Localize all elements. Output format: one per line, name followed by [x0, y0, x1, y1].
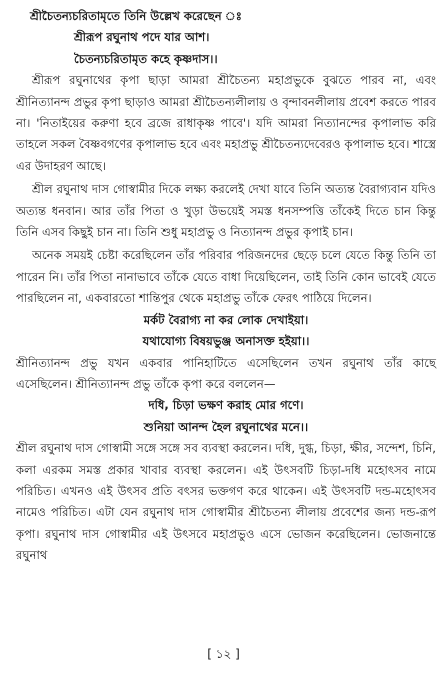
paragraph-4: শ্রীনিত্যানন্দ প্রভু যখন একবার পানিহাটিতে এসেছিলেন তখন রঘুনাথ তাঁর কাছে এসেছিলেন। শ্রীনিত্যানন্দ প্রভু তাঁকে কৃপা করে বললেন—	[16, 355, 436, 391]
verse-1-line-2: যথাযোগ্য বিষয়ভুঞ্জ অনাসক্ত হইয়া।।	[142, 334, 310, 349]
verse-2-line-2: শুনিয়া আনন্দ হৈল রঘুনাথের মনে।।	[143, 419, 309, 434]
paragraph-3: অনেক সময়ই চেষ্টা করেছিলেন তাঁর পরিবার পরিজনদের ছেড়ে চলে যেতে কিন্তু তিনি তা পারেন নি। তাঁর পিতা নানাভাবে তাঁকে যেতে বাধা দিয়েছিলেন, তাই তিনি কোন ভাবেই যেতে পারছিলেন না, একবারতো শান্তিপুর থেকে মহাপ্রভু তাঁকে ফেরৎ পাঠিয়ে দিলেন।	[16, 248, 436, 306]
verse-2-line-1: দধি, চিড়া ভক্ষণ করাহ মোর গণে।	[148, 398, 304, 413]
paragraph-5: শ্রীল রঘুনাথ দাস গোস্বামী সঙ্গে সঙ্গে সব ব্যবস্থা করলেন। দধি, দুগ্ধ, চিড়া, ক্ষীর, সন্দেশ, চিনি, কলা এরকম সমস্ত প্রকার খাবার ব্যবস্থা করলেন। এই উৎসবটি চিড়া-দধি মহোৎসব নামে পরিচিত। এখনও এই উৎসব প্রতি বৎসর ভক্তগণ করে থাকেন। এই উৎসবটি দন্ড-মহোৎসব নামেও পরিচিত। এটা যেন রঘুনাথ দাস গোস্বামীর শ্রীচৈতন্য লীলায় প্রবেশের জন্য দন্ড-রূপ কৃপা। রঘুনাথ দাস গোস্বামীর এই উৎসবে মহাপ্রভুও এসে ভোজন করেছিলেন। ভোজনান্তে রঘুনাথ	[16, 441, 436, 563]
paragraph-2: শ্রীল রঘুনাথ দাস গোস্বামীর দিকে লক্ষ্য করলেই দেখা যাবে তিনি অত্যন্ত বৈরাগ্যবান যদিও অত্যন্ত ধনবান। আর তাঁর পিতা ও খুড়া উভয়েই সমস্ত ধনসম্পত্তি তাঁকেই দিতে চান কিন্তু তিনি এসব কিছুই চান না। তিনি শুধু মহাপ্রভু ও নিত্যানন্দ প্রভুর কৃপাই চান।	[16, 182, 436, 240]
verse-1-line-1: মর্কট বৈরাগ্য না কর লোক দেখাইয়া।	[143, 312, 309, 327]
quote-heading: শ্রীচৈতন্যচরিতামৃতে তিনি উল্লেখ করেছেন ঃ	[30, 9, 242, 23]
page-number: [ ১২ ]	[207, 646, 240, 661]
quote-line-1: শ্রীরূপ রঘুনাথ পদে যার আশ।	[74, 30, 210, 45]
quote-line-2: চৈতন্যচরিতামৃত কহে কৃষ্ণদাস।।	[74, 51, 218, 66]
paragraph-1: শ্রীরূপ রঘুনাথের কৃপা ছাড়া আমরা শ্রীচৈতন্য মহাপ্রভুকে বুঝতে পারব না, এবং শ্রীনিত্যানন্দ প্রভুর কৃপা ছাড়াও আমরা শ্রীচৈতন্যলীলায় ও বৃন্দাবনলীলায় প্রবেশ করতে পারব না। 'নিতাইয়ের করুণা হবে ব্রজে রাধাকৃষ্ণ পাবে'। যদি আমরা নিত্যানন্দের কৃপালাভ করি তাহলে সকল বৈষ্ণবগণের কৃপালাভ হবে এবং মহাপ্রভু শ্রীচৈতন্যদেবেরও কৃপালাভ হবে। শাস্ত্রে এর উদাহরণ আছে।	[16, 73, 436, 173]
